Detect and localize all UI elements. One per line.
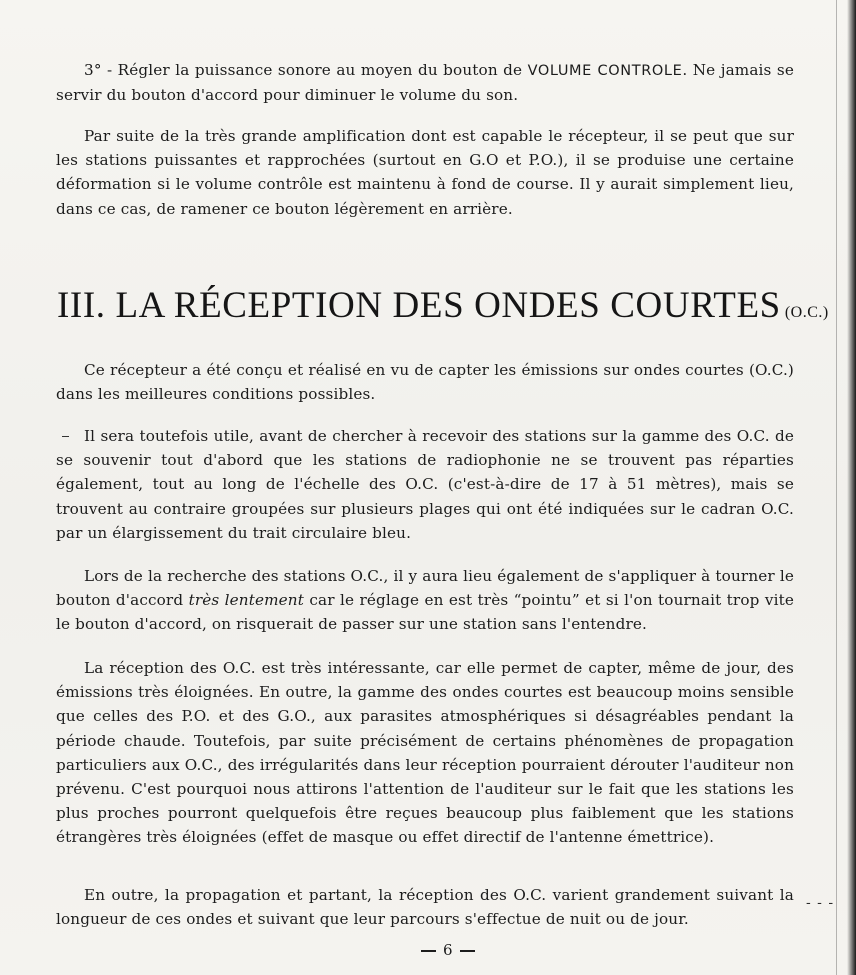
paragraph-volume-control — [56, 58, 794, 107]
page-edge-line — [836, 0, 837, 975]
page-number-left-rule — [421, 950, 436, 952]
section-heading-abbrev: (O.C.) — [784, 304, 829, 321]
page-number-value: 6 — [443, 941, 453, 959]
page-number — [414, 941, 482, 959]
paragraph-propagation: En outre, la propagation et partant, la réception des O.C. varient grandement suivant la longueur de ces ondes et suivant que leur parcours s'effectue de nuit ou de jour. — [56, 886, 794, 929]
paragraph-volume-control-text-a: 3° - Régler la puissance sonore au moyen du bouton de — [84, 61, 528, 79]
paragraph-tuning-text-b: car le réglage en est très “pointu” et si l'on tournait trop vite le bouton d'accord, on risquerait de passer sur une station sans l'entendre. — [56, 591, 794, 634]
paragraph-station-bands: Il sera toutefois utile, avant de chercher à recevoir des stations sur la gamme des O.C. de se souvenir tout d'abord que les stations de radiophonie ne se trouvent pas réparties également, tout au long de l'échelle des O.C. (c'est-à-dire de 17 à 51 mètres), mais se trouvent au contraire groupées sur plusieurs plages qui ont été indiquées sur le cadran O.C. par un élargissement du trait circulaire bleu. — [56, 427, 794, 542]
paragraph-intro-oc: Ce récepteur a été conçu et réalisé en vu de capter les émissions sur ondes courtes (O.C.) dans les meilleures conditions possibles. — [56, 361, 794, 404]
margin-cut-dashes: - - - — [806, 895, 835, 911]
volume-control-term: VOLUME CONTROLE — [527, 63, 683, 79]
paragraph-oc-reception: La réception des O.C. est très intéressante, car elle permet de capter, même de jour, des émissions très éloignées. En outre, la gamme des ondes courtes est beaucoup moins sensible que celles des P.O. et des G.O., aux parasites atmosphériques si désagréables pendant la période chaude. Toutefois, par suite précisément de certains phénomènes de propagation particuliers aux O.C., des irrégularités dans leur réception pourraient dérouter l'auditeur non prévenu. C'est pourquoi nous attirons l'attention de l'auditeur sur le fait que les stations les plus proches pourront quelquefois être reçues beaucoup plus faiblement que les stations étrangères très éloignées (effet de masque ou effet directif de l'antenne émettrice). — [56, 659, 794, 847]
section-heading-title: III. LA RÉCEPTION DES ONDES COURTES — [57, 285, 781, 326]
paragraph-tuning-text-a: Lors de la recherche des stations O.C., il y aura lieu également de s'appliquer à tourner le bouton d'accord — [56, 567, 794, 610]
page-number-right-rule — [460, 950, 475, 952]
paragraph-tuning — [56, 564, 794, 637]
paragraph-amplification: Par suite de la très grande amplification dont est capable le récepteur, il se peut que sur les stations puissantes et rapprochées (surtout en G.O et P.O.), il se produise une certaine déformation si le volume contrôle est maintenu à fond de course. Il y aurait simplement lieu, dans ce cas, de ramener ce bouton légèrement en arrière. — [56, 127, 794, 218]
paragraph-volume-control-text-b: . Ne jamais se servir du bouton d'accord pour diminuer le volume du son. — [56, 61, 794, 105]
tuning-emphasis: très lentement — [188, 591, 304, 610]
section-heading — [57, 284, 829, 327]
page-edge-shadow — [847, 0, 856, 975]
